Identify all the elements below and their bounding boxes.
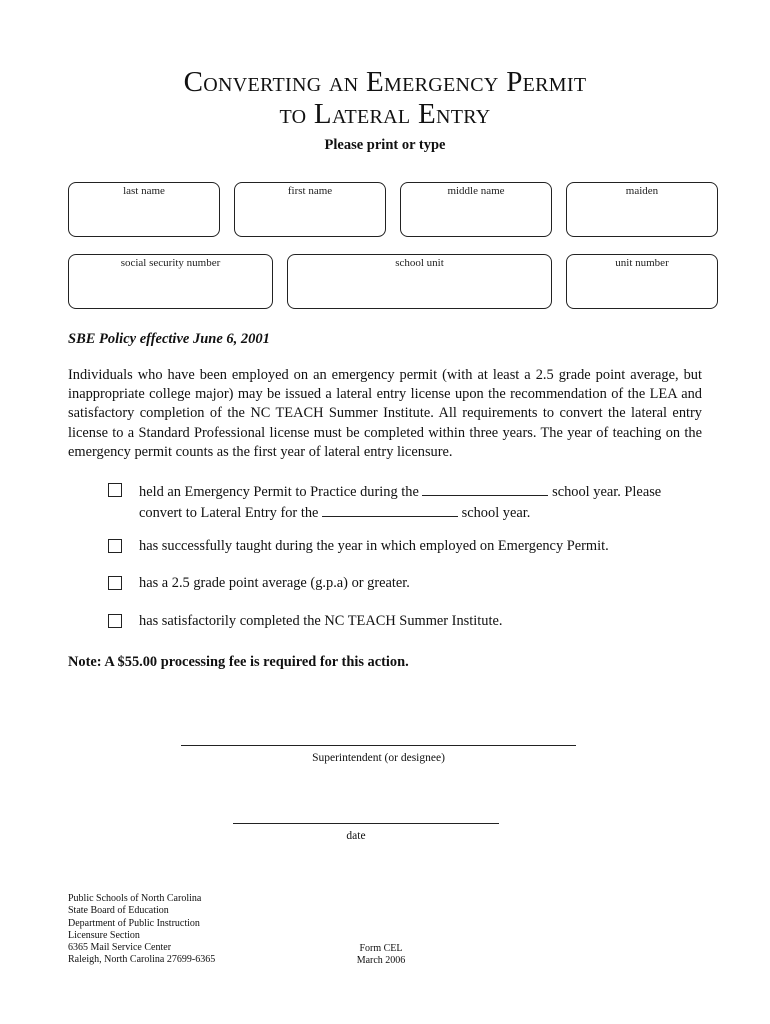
page-title-line-2: to Lateral Entry (279, 98, 491, 130)
item-1-part-4: school year. (461, 505, 531, 522)
first-name-label: first name (287, 185, 333, 197)
first-name-field[interactable] (234, 182, 386, 237)
superintendent-label: Superintendent (or designee) (312, 752, 445, 764)
checklist-item-3-text: has a 2.5 grade point average (g.p.a) or greater. (139, 575, 410, 591)
footer-address-line: State Board of Education (68, 905, 169, 917)
ssn-field[interactable] (68, 254, 273, 309)
school-unit-field[interactable] (287, 254, 552, 309)
checkbox-taught[interactable] (108, 539, 122, 553)
maiden-name-field[interactable] (566, 182, 718, 237)
checkbox-gpa[interactable] (108, 576, 122, 590)
item-1-part-3: convert to Lateral Entry for the (139, 505, 319, 522)
school-unit-label: school unit (395, 257, 444, 269)
checklist-item-1-text (139, 481, 661, 523)
maiden-name-label: maiden (625, 185, 659, 197)
footer-address-line: Public Schools of North Carolina (68, 893, 202, 904)
policy-heading: SBE Policy effective June 6, 2001 (68, 331, 270, 347)
item-1-part-2: school year. Please (552, 484, 662, 500)
superintendent-signature-line[interactable] (181, 745, 576, 746)
checkbox-emergency-permit[interactable] (108, 483, 122, 497)
date-signature-line[interactable] (233, 823, 499, 824)
school-year-blank-1[interactable] (422, 481, 548, 496)
item-1-part-1: held an Emergency Permit to Practice during the (139, 484, 419, 500)
footer-address (68, 893, 215, 967)
ssn-label: social security number (120, 257, 221, 269)
middle-name-label: middle name (447, 185, 505, 197)
school-year-blank-2[interactable] (322, 502, 458, 517)
page-title-line-1: Converting an Emergency Permit (183, 66, 587, 98)
footer-address-line: 6365 Mail Service Center (68, 942, 172, 954)
footer-address-line: Department of Public Instruction (68, 917, 200, 929)
middle-name-field[interactable] (400, 182, 552, 237)
footer-address-line: Raleigh, North Carolina 27699-6365 (68, 954, 216, 966)
form-identifier (331, 943, 431, 968)
unit-number-label: unit number (615, 257, 669, 269)
footer-address-line: Licensure Section (68, 929, 140, 941)
checkbox-summer-institute[interactable] (108, 614, 122, 628)
policy-body: Individuals who have been employed on an emergency permit (with at least a 2.5 grade point average, but inappropriate college major) may be issued a lateral entry license upon the recommendation of the LEA and satisfactory completion of the NC TEACH Summer Institute. All requirements to convert the lateral entry license to a Standard Professional license must be completed within three years. The year of teaching on the emergency permit counts as the first year of lateral entry licensure. (68, 367, 702, 460)
form-date: March 2006 (356, 955, 406, 967)
checklist-item-4-text: has satisfactorily completed the NC TEACH Summer Institute. (139, 613, 503, 629)
page-subtitle: Please print or type (324, 137, 446, 153)
form-id: Form CEL (359, 943, 403, 954)
checklist-item-2-text: has successfully taught during the year in which employed on Emergency Permit. (139, 538, 609, 554)
date-label: date (346, 830, 366, 842)
last-name-field[interactable] (68, 182, 220, 237)
processing-fee-note: Note: A $55.00 processing fee is required for this action. (68, 654, 409, 670)
last-name-label: last name (123, 185, 165, 197)
unit-number-field[interactable] (566, 254, 718, 309)
